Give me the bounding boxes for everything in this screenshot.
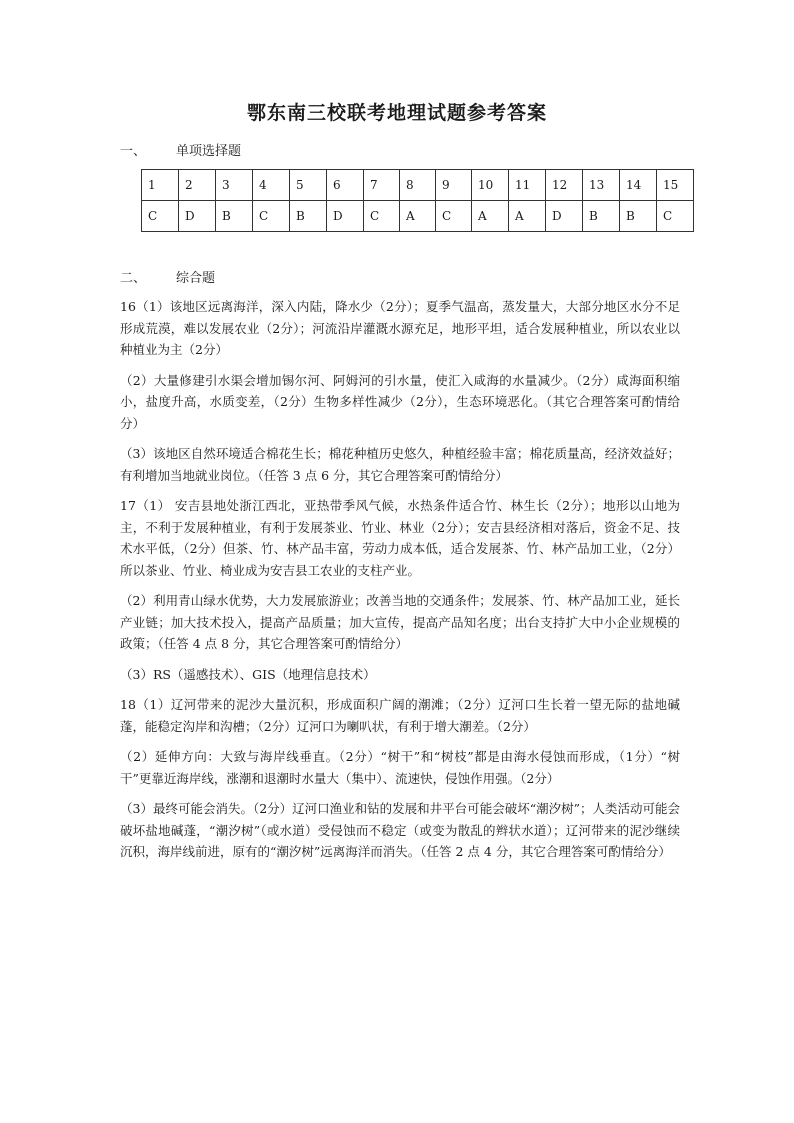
answer-cell: C xyxy=(142,201,179,232)
section-number: 一、 xyxy=(120,144,147,159)
section-label: 单项选择题 xyxy=(176,144,242,159)
question-number-cell: 9 xyxy=(436,170,472,201)
question-number-cell: 7 xyxy=(364,170,400,201)
section-label: 综合题 xyxy=(176,271,216,286)
answer-cell: C xyxy=(253,201,290,232)
question-number-cell: 6 xyxy=(327,170,364,201)
question-number-cell: 12 xyxy=(546,170,583,201)
question-number-cell: 1 xyxy=(142,170,179,201)
question-number-cell: 5 xyxy=(290,170,327,201)
answer-body xyxy=(120,296,680,872)
question-number-cell: 4 xyxy=(253,170,290,201)
answer-paragraph-18-2: （2）延伸方向：大致与海岸线垂直。（2分）“树干”和“树枝”都是由海水侵蚀而形成，（1分）“树干”更靠近海岸线，涨潮和退潮时水量大（集中）、流速快，侵蚀作用强。（2分） xyxy=(120,749,680,786)
answer-cell: C xyxy=(436,201,472,232)
answer-cell: B xyxy=(583,201,620,232)
answer-paragraph-17-1: 17（1） 安吉县地处浙江西北，亚热带季风气候，水热条件适合竹、林生长（2分）；地形以山地为主，不利于发展种植业，有利于发展茶业、竹业、林业（2分）；安吉县经济相对落后，资金不足、技术水平低，（2分）但茶、竹、林产品丰富，劳动力成本低，适合发展茶、竹、林产品加工业，（2分）所以茶业、竹业、椅业成为安吉县工农业的支柱产业。 xyxy=(120,498,680,578)
answer-cell: C xyxy=(364,201,400,232)
answer-paragraph-16-3: （3）该地区自然环境适合棉花生长；棉花种植历史悠久，种植经验丰富；棉花质量高，经济效益好；有利增加当地就业岗位。（任答 3 点 6 分，其它合理答案可酌情给分） xyxy=(120,446,680,483)
page-title: 鄂东南三校联考地理试题参考答案 xyxy=(246,102,547,124)
question-number-cell: 14 xyxy=(620,170,657,201)
question-number-cell: 10 xyxy=(472,170,509,201)
answer-cell: D xyxy=(327,201,364,232)
answer-table xyxy=(141,169,694,232)
section-number: 二、 xyxy=(120,271,147,286)
question-number-cell: 15 xyxy=(657,170,694,201)
answer-paragraph-16-1: 16（1）该地区远离海洋，深入内陆，降水少（2分）；夏季气温高，蒸发量大，大部分地区水分不足形成荒漠，难以发展农业（2分）；河流沿岸灌溉水源充足，地形平坦，适合发展种植业，所以农业以种植业为主（2分） xyxy=(120,299,680,357)
answer-cell: A xyxy=(472,201,509,232)
section-heading-comprehensive xyxy=(120,267,215,286)
answer-cell: A xyxy=(400,201,436,232)
answer-cell: D xyxy=(179,201,216,232)
table-row-numbers xyxy=(142,170,694,201)
question-number-cell: 2 xyxy=(179,170,216,201)
answer-cell: B xyxy=(620,201,657,232)
answer-paragraph-16-2: （2）大量修建引水渠会增加锡尔河、阿姆河的引水量，使汇入咸海的水量减少。（2分）咸海面积缩小，盐度升高，水质变差，（2分）生物多样性减少（2分），生态环境恶化。（其它合理答案可酌情给分） xyxy=(120,372,680,431)
answer-paragraph-18-3: （3）最终可能会消失。（2分）辽河口渔业和钻的发展和井平台可能会破坏“潮汐树”；人类活动可能会破坏盐地碱蓬，“潮汐树”（或水道）受侵蚀而不稳定（或变为散乱的辫状水道）；辽河带来的泥沙继续沉积，海岸线前进，原有的“潮汐树”远离海洋而消失。（任答 2 点 4 分，其它合理答案可酌情给分） xyxy=(120,801,680,859)
answer-cell: C xyxy=(657,201,694,232)
table-row-answers xyxy=(142,201,694,232)
answer-cell: B xyxy=(216,201,253,232)
question-number-cell: 11 xyxy=(509,170,546,201)
answer-cell: B xyxy=(290,201,327,232)
answer-paragraph-17-3: （3）RS（遥感技术）、GIS（地理信息技术） xyxy=(120,666,376,682)
answer-cell: D xyxy=(546,201,583,232)
question-number-cell: 8 xyxy=(400,170,436,201)
answer-cell: A xyxy=(509,201,546,232)
question-number-cell: 3 xyxy=(216,170,253,201)
answer-paragraph-18-1: 18（1）辽河带来的泥沙大量沉积，形成面积广阔的潮滩；（2分）辽河口生长着一望无际的盐地碱蓬，能稳定沟岸和沟槽；（2分）辽河口为喇叭状，有利于增大潮差。（2分） xyxy=(120,697,680,734)
section-heading-single-choice xyxy=(120,140,241,159)
question-number-cell: 13 xyxy=(583,170,620,201)
answer-paragraph-17-2: （2）利用青山绿水优势，大力发展旅游业；改善当地的交通条件；发展茶、竹、林产品加工业，延长产业链；加大技术投入，提高产品质量；加大宣传，提高产品知名度；出台支持扩大中小企业规模的政策；（任答 4 点 8 分，其它合理答案可酌情给分） xyxy=(120,593,680,651)
